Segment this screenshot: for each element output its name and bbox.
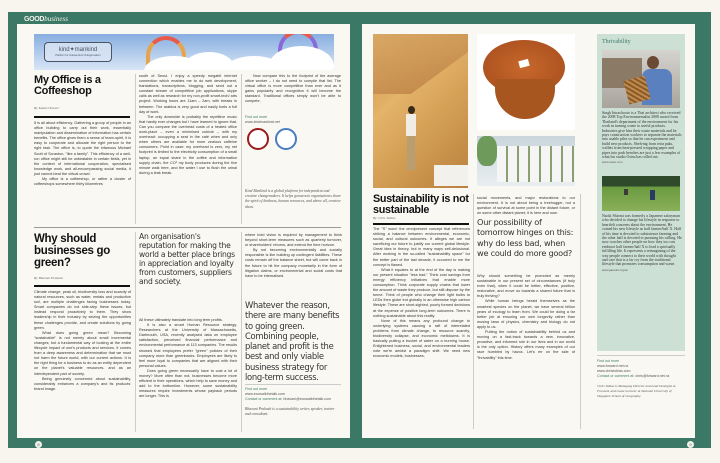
bhavani-email-link[interactable]: bhavani@ecowalkthetalk.com [283,397,331,401]
right-find-out-more: Find out more www.forward.net.nz www.christobias.com Contact or comment at: chris@forward.net.nz [597,359,670,378]
right-article-title: Sustainability is not sustainable [373,193,469,216]
article1-column-3: Now compare this to the footprint of the average office worker – I do not need to compile that list. The virtual office is more competitive than ever and as it gains popularity and recognition it will become the standard. Traditional offices simply won't be able to compete. [245,74,341,104]
brand-business: business [44,15,68,23]
article2-pull-quote-2: Whatever the reason, there are many benefits to going green. Combining people, planet and profit is the best and only viable business strategy for long-term success. [245,300,340,383]
japanfs-link[interactable]: www.japanfs.org/en [602,267,629,272]
sidebar-entry-2: Naoki Shiomi was formerly a Japanese salaryman who decided to change his lifestyle in response to heartfelt concerns about the environment. He coined his new lifestyle as half farmer/half X. Half of his time is devoted to subsistence farming and the other half is devoted to pursuing his calling. He now coaches other people on how they too can embrace half farmer/half X to lead a spiritually fulfilling life. It represents a reimagining of the way people connect to their world with thought and care that is a far cry from the traditional lifestyle that promotes consumption and waste. www.japanfs.org/en [602,214,682,272]
chris-email-link[interactable]: chris@forward.net.nz [635,374,670,378]
article2-column-2: All these ultimately translate into long term profits. It is also a smart Human Resource strategy. Researchers at the University of Massachusetts, Dartmouth, USA, recently analysed data on employee satisfaction, perceived financial performance and environmental performance at 113 companies. The results showed that employees prefer "green" policies of their company more than greenbacks. Employees are likely to feel more loyal to companies that are aligned with their personal values. Does going green necessarily have to cost a lot of money? More often than not, businesses become more efficient in their operations, which help to save money and add to the bottomline. However, some sustainability measures require investments whose payback periods are longer. This is [139,318,237,399]
kindmankind-banner [34,34,334,70]
sidebar-title: Thrivability [602,39,631,45]
kindmankind-link[interactable]: www.kindmankind.net [245,120,280,124]
article1-column-1: It is all about efficiency. Gathering a group of people in an office building to carry out their work, essentially manipulation and dissemination of information has certain benefits. The office gives them a sense of team-spirit, it is easy to cooperate and allocate the right person to the right task. The office is, to quote the infamous Michael Scott of Scranton, "like a family". This efficiency of a well-run office might still be unbeatable in certain fields, yet in the context of international cooperation, specialised knowledge work, and all-encompassing social media, it just cannot beat the virtual crowd. My office is a coffeeshop, or rather a cluster of coffeeshops somewhere thirty kilometres [34,121,131,187]
article2-bio: Bhavani Prakash is a sustainability writer, speaker, trainer and consultant. [245,407,335,417]
naoki-shiomi-field-photo [602,176,680,211]
article1-bio: Kind Mankind is a global platform for independent and creative changemakers. It helps grassroots organisations share the spirit of kindness, human resources, and above all, creative ideas. [245,189,341,209]
article1-find-out-more: Find out more www.kindmankind.net [245,115,280,124]
right-article-pull-quote: Our possibility of tomorrow hinges on this: why do less bad, when we could do more good? [477,217,574,258]
article2-column-1: Climate change, peak oil, biodiversity loss and scarcity of natural resources, such as water, metals and productive soil, are multiple challenges facing businesses today. Smart companies do not side-step these issues; but instead respond proactively to them. They show leadership in their industry by seizing the opportunities these challenges provide, and create solutions by going green. What does going green mean? Becoming "sustainable" is not merely about small incremental changes; but a fundamental way of looking at the entire lifecycle impact of one's products and services. It comes from a deep awareness and determination that we must not harm the future world, with our current actions. It is the right thing for a business to do as an entity dependent on the planet's valuable resources, and as an interdependent part of society. Being genuinely concerned about sustainability, considerably enhances a company's and its products' brand image. [34,290,131,391]
green-wall-photo [477,136,575,186]
badge-icon-red [247,128,269,150]
article1-title: My Office is a Coffeeshop [34,74,101,97]
right-article-column-2b: Why should something be promoted as merely sustainable in our present set of circumstances (if truly even that), when it could be better, effective, positive, restorative, and move us towards a shared future that is truly thriving? While human beings herald themselves as the smartest species on the planet, we have several billion years of ecology to learn from. We could be doing a far better job at ensuring our own longevity rather than musing laws of physics, chemistry and biology do not apply to us. Putting the notion of sustainability behind us and moving on a fast-track towards a new, innovative, proactive, and informed role in our lives and in our world is the only option. History offers many examples of our race humbled by havoc. Let's err on the side of "thrivability" this time. [477,274,575,360]
right-article-column-1: The "S" word: the omnipresent concept that references striking a balance between environmental, economic, social, and cultural outcomes. It alleges we are not sacrificing our future to justify our current global lifestyle. Great idea in theory, but in many ways self-delusional. After working in the so-called "sustainability space" for the better part of the last decade, it occurred to me the concept is flawed. What it equates to at the end of the day is making our present situation "less bad." Think cost savings from energy efficiency initiatives that enable more consumption. Think corporate supply chains that lower the amount of waste they produce, but still dispose by the tonne. Think of people who change their light bulbs to LEDs then globe trot globally in an otherwise high carbon lifestyle. These are short-sighted, poorly formed decisions at the expense of positive long-term outcomes. There is nothing sustainable about this reality. None of this means any profound change to underlying systems causing a raft of interrelated problems from climate change, to resource scarcity, biodiversity collapse, and economic meltdowns. It is basically putting a bucket of water on a burning house. Enlightened business, social, and environmental leaders note we're amidst a paradigm shift. We need new economic models, businesses, [373,227,471,359]
kindmankind-logo: kind✦mankind Platform for Independent Changemakers [44,42,112,62]
osisu-link[interactable]: www.osisu.com [602,160,623,165]
singh-intrachooto-photo [602,50,680,108]
page-number-right: 9 [687,441,694,448]
gutter [350,24,362,438]
right-article-column-2: social movements, and major restorations to our environment. It is not about being a treehugger, not a question of survival at some point in the distant future, or on some other distant planet; it is here and now. [477,196,575,216]
article2-find-out-more: Find out more www.ecowalkthetalk.com Contact or comment at: bhavani@ecowalkthetalk.com [245,387,331,401]
right-article-byline: By Chris Tobias [373,216,396,220]
wooden-room-photo [373,34,468,188]
left-page [17,24,350,438]
forward-link[interactable]: www.forward.net.nz [597,364,629,368]
ecowalkthetalk-link[interactable]: www.ecowalkthetalk.com [245,392,285,396]
page-number-left: 8 [35,441,42,448]
right-page [362,24,695,438]
article2-column-3: where bold vision is required by management to think beyond short-term measures such as quarterly turnover, or shareholders' returns, and extend the time horizon. By not becoming environmentally and socially responsible is like building up contingent liabilities. These costs remain off the balance sheet, but will come back in the future to hit the company monetarily in the form of litigation claims, or environmental and social costs that have to be internalised. [245,233,342,278]
article1-column-2: south of Seoul. I enjoy a speedy megabit internet connection which enables me to do web development, translations, transcriptions, blogging, and send out a constant stream of competitive job applications, skype calls as well as research for my non-profit smart-tech/ arts project. Working hours are 11am – 2am, with breaks in between. The arabica is very good and easily fuels a full day of work. The only downside is probably the repetitive music that hardly ever changes but I have learned to ignore that. Can you compare the overhead costs of a heated office work-place – even a minimised cubicle – with my overhead: occupying a seat in the café when and only when others are available for more zealous caffeine consumers. Point in case: my overhead is zero, my net footprint is limited to the electricity consumption of a small laptop, an equal share in the coffee and information supply chain, the CO² my body produces during the five minute walk here, and the water I use to flush the urinal during a leak break. [139,74,237,175]
article2-pull-quote-1: An organisation's reputation for making the world a better place brings in appreciation and loyalty from customers, suppliers and society. [139,232,235,286]
article2-title: Why should businesses go green? [34,233,110,269]
badge-icon-blue [275,128,297,150]
christobias-link[interactable]: www.christobias.com [597,369,631,373]
right-author-bio: Chris Tobias is Managing Director and Lead Strategist at Forward, and Guest Lecturer at National University of Singapore School of Geography. [597,384,676,398]
brand-good: GOOD [24,16,45,23]
round-table-photo [477,34,575,130]
sidebar-entry-1: Singh Intrachooto is a Thai architect who received the 2008 Top Environmentalist 2008 award from Thailand's department of the environment for his work in turning waste to useful products. Industries give him their waste materials and he pays construction workers to separate the materials into usable piles so that he can experiment and build new products. Shelving from tetra paks, wallets from heat-pressed wrapping paper and pipes into park benches are just a few examples of what his studio Osisu has rolled out. www.osisu.com [602,111,682,165]
article1-byline: By Kamiel Kreuer [34,106,60,110]
article2-byline: By Bhavani Prakash [34,276,63,280]
thrivability-sidebar [597,34,685,351]
